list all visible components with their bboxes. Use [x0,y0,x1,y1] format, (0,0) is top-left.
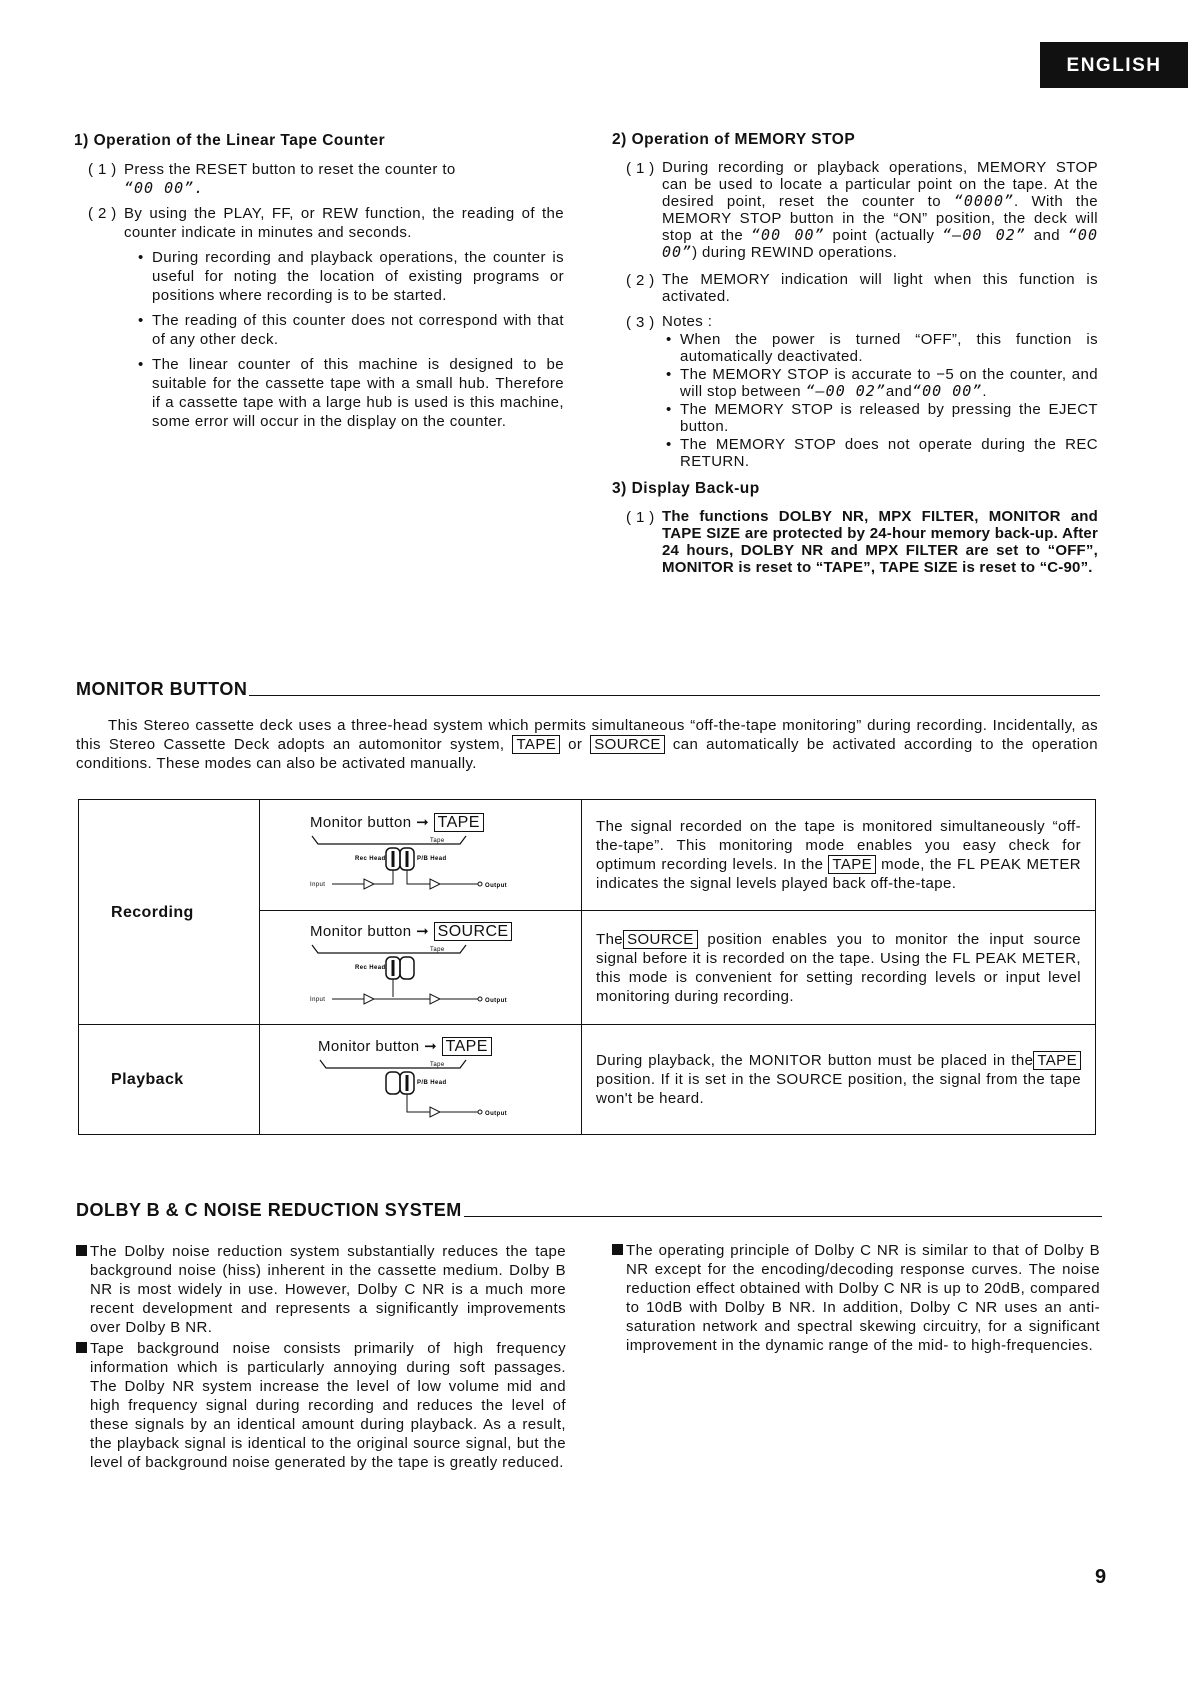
diagram-label-pb-head: P/B Head [417,855,447,862]
diagram-playback-tape: Monitor button ➞ TAPE Tape P/B Head Output [260,1025,582,1135]
dolby-paragraph: Tape background noise consists primarily of high frequency information which is particularly annoying during soft passages. The Dolby NR system increase the level of low volume mid and high frequency signal during recording and reduces the level of these signals by an identical amount during playback. As a result, the playback signal is identical to the original source signal, but the level of background noise generated by the tape is greatly reduced. [76,1339,566,1472]
mode-playback: Playback [79,1025,260,1135]
section-title: 3) Display Back-up [612,480,760,497]
section-title: 2) Operation of MEMORY STOP [612,131,856,148]
dolby-right-column [612,1241,1100,1355]
diagram-label-rec-head: Rec Head [355,855,386,862]
list-item: ( 2 ) The MEMORY indication will light when this function is activated. [626,271,1098,305]
section-linear-counter [74,131,564,437]
diagram-label-output: Output [485,882,508,889]
section-title: 1) Operation of the Linear Tape Counter [74,132,386,149]
circuit-rec-source-diagram [310,943,540,1013]
page-number: 9 [1095,1566,1107,1588]
dolby-section-title: DOLBY B & C NOISE REDUCTION SYSTEM [76,1201,1102,1220]
desc-rec-source: The SOURCE position enables you to monitor the input source signal before it is recorded on the tape. Using the FL PEAK METER, this mode is convenient for setting recording levels or input level monitoring during recording. [582,911,1096,1025]
bullet-item: • During recording and playback operations, the counter is useful for noting the location of existing programs or positions where recording is to be started. [138,249,564,304]
dolby-left-column [76,1242,566,1472]
bullet-item: • The linear counter of this machine is designed to be suitable for the cassette tape with a small hub. Therefore if a cassette tape with a large hub is used is this machine, some error will occur in the display on the counter. [138,356,564,430]
circuit-playback-diagram [310,1058,540,1122]
monitor-table [78,799,1096,1135]
diagram-label-output: Output [485,998,508,1004]
diagram-label-rec-head: Rec Head [355,965,386,971]
diagram-label-tape: Tape [430,1062,445,1068]
desc-rec-tape: The signal recorded on the tape is monitored simultaneously “off-the-tape”. This monitoring mode enables you easy check for optimum recording levels. In the TAPE mode, the FL PEAK METER indicates the signal levels played back off-the-tape. [582,800,1096,911]
list-item: ( 3 ) Notes : • When the power is turned “OFF”, this function is automatically deactivated. • The MEMORY STOP is accurate to −5 on the counter, and will stop between “—00 02”and“00 00”. • The MEMORY STOP is released by pressing the EJECT button. • The MEMORY STOP does not operate during the REC RETURN. [626,313,1098,470]
bullet-item: • The MEMORY STOP is accurate to −5 on the counter, and will stop between “—00 02”and“00 00”. [666,366,1098,400]
bullet-item: • The MEMORY STOP does not operate during the REC RETURN. [666,436,1098,470]
dolby-paragraph: The Dolby noise reduction system substantially reduces the tape background noise (hiss) inherent in the cassette medium. Dolby B NR is most widely in use. However, Dolby C NR is a much more recent development and represents a significantly improvements over Dolby B NR. [76,1242,566,1337]
language-badge: ENGLISH [1040,42,1188,88]
monitor-intro: This Stereo cassette deck uses a three-head system which permits simultaneous “off-the-tape monitoring” during recording. Incidentally, as this Stereo Cassette Deck adopts an automonitor system, TAPE or SOURCE can automatically be activated according to the operation conditions. These modes can also be activated manually. [76,717,1099,772]
diagram-label-pb-head: P/B Head [417,1080,447,1086]
bullet-item: • When the power is turned “OFF”, this function is automatically deactivated. [666,331,1098,365]
list-item: ( 1 ) The functions DOLBY NR, MPX FILTER, MONITOR and TAPE SIZE are protected by 24-hour memory back-up. After 24 hours, DOLBY NR and MPX FILTER are set to “OFF”, MONITOR is reset to “TAPE”, TAPE SIZE is reset to “C-90”. [626,508,1098,576]
counter-display: “00 00”. [124,179,205,197]
list-item: ( 1 ) During recording or playback operations, MEMORY STOP can be used to locate a particular point on the tape. At the desired point, reset the counter to “0000”. With the MEMORY STOP button in the “ON” position, the deck will stop at the “00 00” point (actually “—00 02” and “00 00”) during REWIND operations. [626,159,1098,261]
diagram-rec-tape: Monitor button ➞ TAPE Tape Rec Head P/B Head Input Output [260,800,582,911]
desc-playback: During playback, the MONITOR button must be placed in the TAPE position. If it is set in the SOURCE position, the signal from the tape won't be heard. [582,1025,1096,1135]
diagram-rec-source: Monitor button ➞ SOURCE Tape Rec Head Input Output [260,911,582,1025]
section-memory-stop [612,130,1098,582]
dolby-paragraph: The operating principle of Dolby C NR is similar to that of Dolby B NR except for the encoding/decoding response curves. The noise reduction effect obtained with Dolby C NR is up to 20dB, compared to 10dB with Dolby B NR. In addition, Dolby C NR uses an anti-saturation network and spectral skewing circuitry, for a significant improvement in the dynamic range of the mid- to high-frequencies. [612,1241,1100,1355]
diagram-label-output: Output [485,1111,508,1117]
bullet-item: • The reading of this counter does not correspond with that of any other deck. [138,312,564,348]
bullet-item: • The MEMORY STOP is released by pressing the EJECT button. [666,401,1098,435]
diagram-label-input: Input [310,997,326,1003]
diagram-label-tape: Tape [430,837,445,844]
circuit-rec-tape-diagram [310,834,540,898]
monitor-section-title: MONITOR BUTTON [76,680,1100,699]
list-item: ( 1 ) Press the RESET button to reset the counter to “00 00”. [88,161,456,197]
list-item: ( 2 ) By using the PLAY, FF, or REW function, the reading of the counter indicate in minutes and seconds. [88,205,564,241]
diagram-label-tape: Tape [430,947,445,953]
mode-recording: Recording [79,800,260,1025]
diagram-label-input: Input [310,881,326,888]
